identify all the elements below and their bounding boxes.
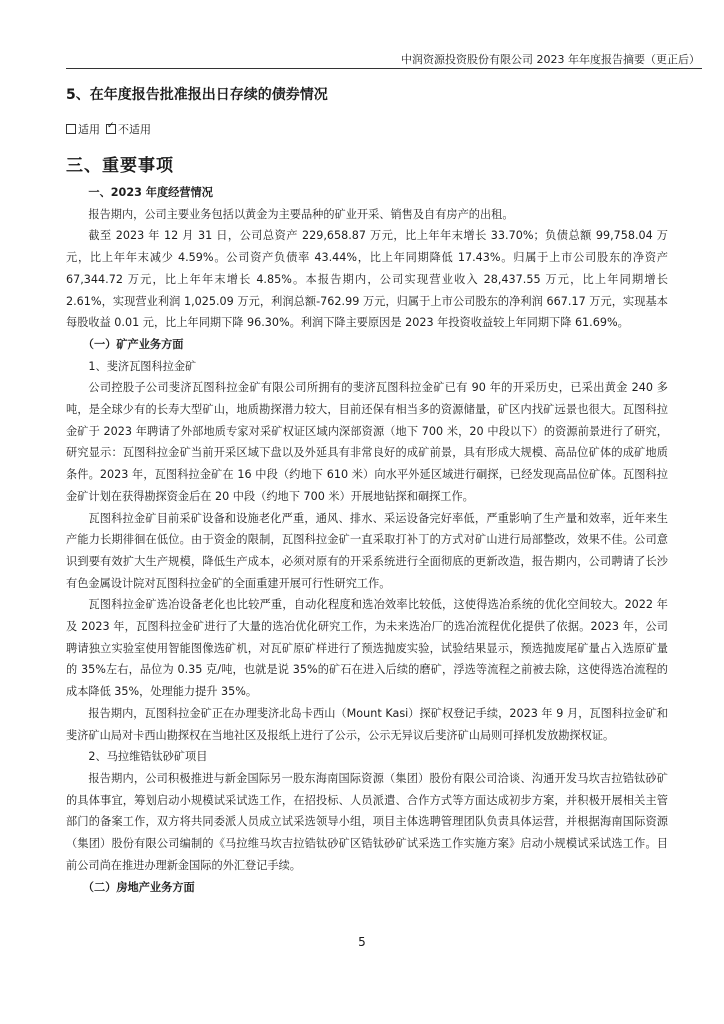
header-divider bbox=[66, 68, 702, 69]
paragraph-malawi-project: 报告期内，公司积极推进与新金国际另一股东海南国际资源（集团）股份有限公司洽谈、沟通开发马坎吉拉锆钛砂矿的具体事宜，筹划启动小规模试采试选工作，在招投标、人员派遣、合作方式等方面达成初步方案，并积极开展相关主管部门的备案工作，双方将共同委派人员成立试采选领导小组，项目主体选聘管理团队负责具体运营，并根据海南国际资源（集团）股份有限公司编制的《马拉维马坎吉拉锆钛砂矿区锆钛砂矿试采选工作实施方案》启动小规模试采试选工作。目前公司尚在推进办理新金国际的外汇登记手续。 bbox=[66, 771, 668, 872]
paragraph-vatukoula-processing: 瓦图科拉金矿选冶设备老化也比较严重，自动化程度和选冶效率比较低，这使得选冶系统的优化空间较大。2022 年及 2023 年，瓦图科拉金矿进行了大量的选冶优化研究工作，为未来选冶厂的选冶流程优化提供了依据。2023 年，公司聘请独立实验室使用智能图像选矿机，对瓦矿原矿样进行了预选抛废实验，试验结果显示，预选抛废尾矿量占入选原矿量的 35%左右，品位为 0.35 克/吨，也就是说 35%的矿石在进入后续的磨矿，浮选等流程之前被去除，这使得选冶流程的成本降低 35%，处理能力提升 35%。 bbox=[66, 598, 668, 699]
paragraph-mount-kasi: 报告期内，瓦图科拉金矿正在办理斐济北岛卡西山（Mount Kasi）探矿权登记手续，2023 年 9 月，瓦图科拉金矿和斐济矿山局对卡西山勘探权在当地社区及报纸上进行了公示，公示无异议后斐济矿山局则可择机发放勘探权证。 bbox=[66, 706, 668, 742]
option-not-apply-label: 不适用 bbox=[118, 123, 151, 136]
section-5-heading: 5、在年度报告批准报出日存续的债券情况 bbox=[66, 87, 328, 103]
unchecked-checkbox-icon bbox=[66, 124, 76, 134]
section-3-heading: 三、重要事项 bbox=[66, 156, 174, 176]
subheading-mining-business: （一）矿产业务方面 bbox=[82, 337, 184, 351]
paragraph-vatukoula-history: 公司控股子公司斐济瓦图科拉金矿有限公司所拥有的斐济瓦图科拉金矿已有 90 年的开采历史，已采出黄金 240 多吨，是全球少有的长寿大型矿山，地质勘探潜力较大，目前还保有相当多的资源储量，矿区内找矿远景也很大。瓦图科拉金矿于 2023 年聘请了外部地质专家对采矿权证区域内深部资源（地下 700 米，20 中段以下）的资源前景进行了研究，研究显示：瓦图科拉金矿当前开采区域下盘以及外延具有非常良好的成矿前景，具有形成大规模、高品位矿体的成矿地质条件。2023 年，瓦图科拉金矿在 16 中段（约地下 610 米）向水平外延区域进行硐探，已经发现高品位矿体。瓦图科拉金矿计划在获得勘探资金后在 20 中段（约地下 700 米）开展地钻探和硐探工作。 bbox=[66, 381, 668, 503]
checked-checkbox-icon bbox=[106, 124, 116, 134]
paragraph-financials: 截至 2023 年 12 月 31 日，公司总资产 229,658.87 万元，比上年年末增长 33.70%；负债总额 99,758.04 万元，比上年年末减少 4.59%。公司资产负债率 43.44%，比上年同期降低 17.43%。归属于上市公司股东的净资产 67,344.72 万元，比上年年末增长 4.85%。本报告期内，公司实现营业收入 28,437.55 万元，比上年同期增长 2.61%，实现营业利润 1,025.09 万元，利润总额-762.99 万元，归属于上市公司股东的净利润 667.17 万元，实现基本每股收益 0.01 元，比上年同期下降 96.30%。利润下降主要原因是 2023 年投资收益较上年同期下降 61.69%。 bbox=[66, 229, 668, 330]
item-fiji-vatukoula: 1、斐济瓦图科拉金矿 bbox=[88, 359, 197, 373]
subheading-real-estate-business: （二）房地产业务方面 bbox=[82, 880, 195, 894]
paragraph-main-business: 报告期内，公司主要业务包括以黄金为主要品种的矿业开采、销售及自有房产的出租。 bbox=[88, 207, 514, 221]
item-malawi-zircon: 2、马拉维锆钛砂矿项目 bbox=[88, 750, 208, 764]
page-number: 5 bbox=[358, 935, 366, 949]
document-body bbox=[66, 182, 668, 898]
paragraph-vatukoula-equipment: 瓦图科拉金矿目前采矿设备和设施老化严重，通风、排水、采运设备完好率低，严重影响了生产量和效率，近年来生产能力长期徘徊在低位。由于资金的限制，瓦图科拉金矿一直采取打补丁的方式对矿山进行局部整改，效果不佳。公司意识到要有效扩大生产规模，降低生产成本，必须对原有的开采系统进行全面彻底的更新改造，报告期内，公司聘请了长沙有色金属设计院对瓦图科拉金矿的全面重建开展可行性研究工作。 bbox=[66, 511, 668, 590]
option-apply-label: 适用 bbox=[78, 123, 100, 136]
page-header-title: 中润资源投资股份有限公司 2023 年年度报告摘要（更正后） bbox=[401, 53, 700, 66]
applicability-options bbox=[66, 121, 151, 137]
subheading-annual-operations: 一、2023 年度经营情况 bbox=[88, 186, 213, 199]
